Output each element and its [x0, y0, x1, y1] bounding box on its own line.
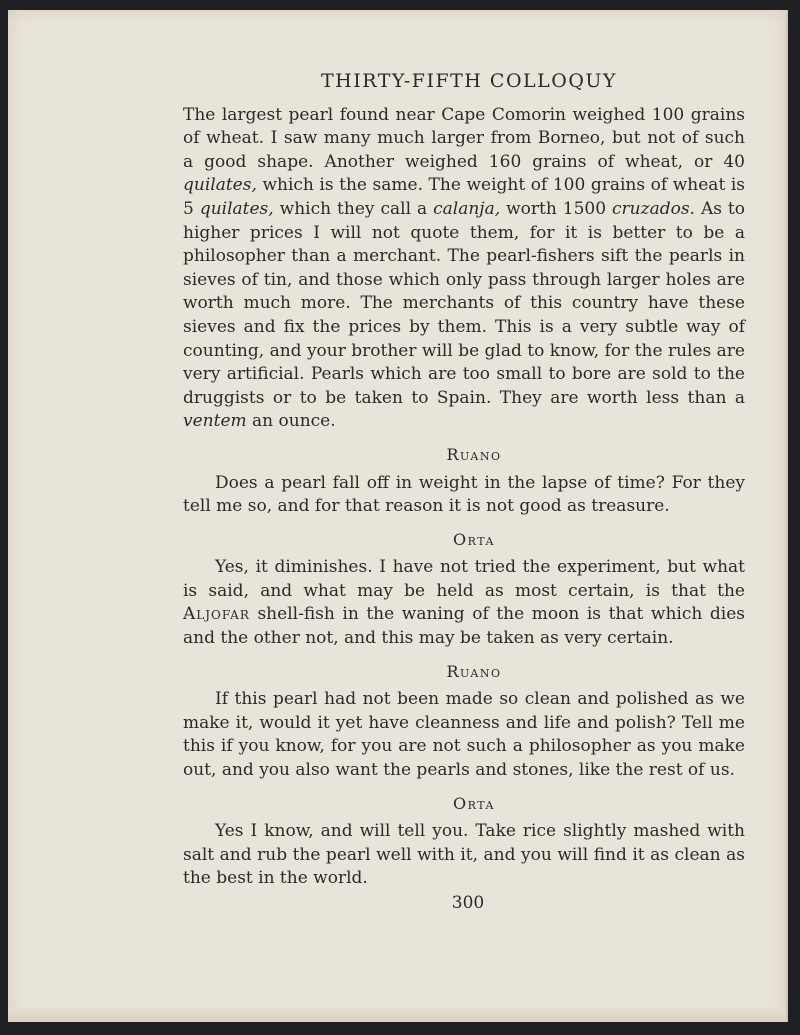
paragraph-ruano-question: Does a pearl fall off in weight in the lapse of time? For they tell me so, and for that reason it is not good as treasure. [183, 472, 745, 517]
page-number: 300 [451, 893, 485, 913]
paragraph-orta-answer: Yes, it diminishes. I have not tried the experiment, but what is said, and what may be held as most certain, is that the Aljofar shell-fish in the waning of the moon is that which dies and the other not, and this may be taken as very certain. [183, 557, 745, 649]
paragraph-orta-answer: Yes I know, and will tell you. Take rice slightly mashed with salt and rub the pearl well with it, and you will find it as clean as the best in the world. [183, 821, 745, 889]
speaker-heading-orta: Orta [453, 793, 495, 813]
running-head: THIRTY-FIFTH COLLOQUY [321, 70, 617, 92]
speaker-heading-orta: Orta [453, 529, 495, 549]
paragraph-ruano-question: If this pearl had not been made so clean and polished as we make it, would it yet have cleanness and life and polish? Tell me this if you know, for you are not such a philosopher as you make out, and you also want the pearls and stones, like the rest of us. [183, 689, 745, 781]
page-text-block [183, 70, 745, 916]
speaker-heading-ruano: Ruano [446, 661, 502, 681]
speaker-heading-ruano: Ruano [446, 444, 502, 464]
paragraph-pearl-weights: The largest pearl found near Cape Comorin weighed 100 grains of wheat. I saw many much larger from Borneo, but not of such a good shape. Another weighed 160 grains of wheat, or 40 quilates, which is the same. The weight of 100 grains of wheat is 5 quilates, which they call a calanja, worth 1500 cruzados. As to higher prices I will not quote them, for it is better to be a philosopher than a merchant. The pearl-fishers sift the pearls in sieves of tin, and those which only pass through larger holes are worth much more. The merchants of this country have these sieves and fix the prices by them. This is a very subtle way of counting, and your brother will be glad to know, for the rules are very artificial. Pearls which are too small to bore are sold to the druggists or to be taken to Spain. They are worth less than a ventem an ounce. [183, 104, 745, 432]
paper-sheet [8, 10, 788, 1022]
